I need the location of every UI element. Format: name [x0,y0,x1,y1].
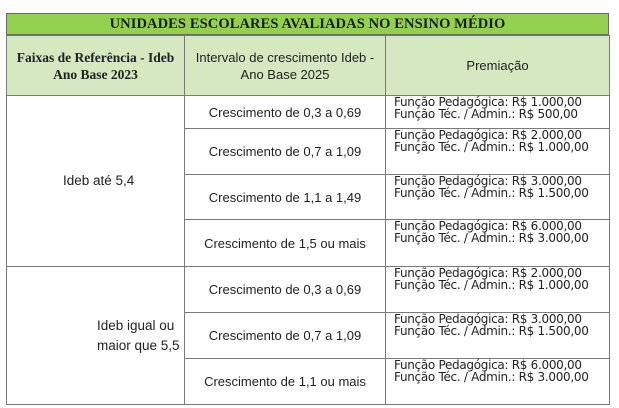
award-cell [386,220,610,267]
header-row [7,36,610,96]
award-technical-admin: Função Téc. / Admin.: R$ 500,00 [394,106,578,121]
award-technical-admin: Função Téc. / Admin.: R$ 3.000,00 [394,230,589,245]
header-award: Premiação [386,36,610,96]
award-pedagogical: Função Pedagógica: R$ 3.000,00 [394,174,582,188]
award-pedagogical: Função Pedagógica: R$ 2.000,00 [394,266,582,280]
award-cell [386,96,610,129]
growth-interval-cell: Crescimento de 0,3 a 0,69 [185,267,386,313]
band-ideb-ate-5-4: Ideb até 5,4 [7,96,185,267]
growth-interval-cell: Crescimento de 1,1 a 1,49 [185,175,386,220]
award-technical-admin: Função Téc. / Admin.: R$ 3.000,00 [394,369,589,384]
award-pedagogical: Função Pedagógica: R$ 6.000,00 [394,219,582,233]
award-pedagogical: Função Pedagógica: R$ 2.000,00 [394,128,582,142]
award-cell [386,129,610,175]
table-row [7,267,610,313]
growth-interval-cell: Crescimento de 0,3 a 0,69 [185,96,386,129]
growth-interval-cell: Crescimento de 0,7 a 1,09 [185,129,386,175]
award-technical-admin: Função Téc. / Admin.: R$ 1.500,00 [394,185,589,200]
award-technical-admin: Função Téc. / Admin.: R$ 1.500,00 [394,323,589,338]
table-title: UNIDADES ESCOLARES AVALIADAS NO ENSINO MÉDIO [6,13,609,35]
awards-table [6,35,610,405]
growth-interval-cell: Crescimento de 1,5 ou mais [185,220,386,267]
award-cell [386,267,610,313]
growth-interval-cell: Crescimento de 1,1 ou mais [185,359,386,405]
table-row [7,96,610,129]
award-technical-admin: Função Téc. / Admin.: R$ 1.000,00 [394,277,589,292]
award-technical-admin: Função Téc. / Admin.: R$ 1.000,00 [394,139,589,154]
award-cell [386,313,610,359]
award-cell [386,175,610,220]
growth-interval-cell: Crescimento de 0,7 a 1,09 [185,313,386,359]
award-cell [386,359,610,405]
band-ideb-igual-ou-maior-5-5: Ideb igual ou maior que 5,5 [7,267,185,405]
award-pedagogical: Função Pedagógica: R$ 6.000,00 [394,358,582,372]
award-pedagogical: Função Pedagógica: R$ 1.000,00 [394,95,582,109]
award-pedagogical: Função Pedagógica: R$ 3.000,00 [394,312,582,326]
awards-table-container [6,13,609,405]
header-reference-bands: Faixas de Referência - Ideb Ano Base 2023 [7,36,185,96]
header-growth-interval: Intervalo de crescimento Ideb - Ano Base 2025 [185,36,386,96]
